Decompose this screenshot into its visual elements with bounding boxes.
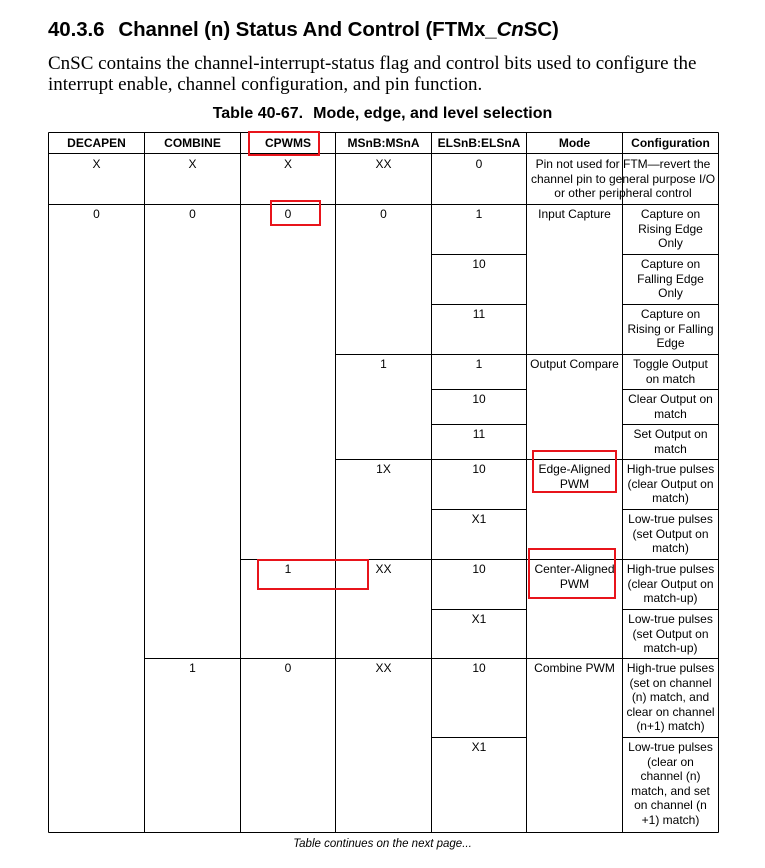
mode-edge-aligned-pwm: Edge-Aligned PWM bbox=[538, 462, 611, 491]
column-header-combine: COMBINE bbox=[164, 136, 221, 150]
table-caption bbox=[0, 105, 765, 123]
msnb-msna-cell: 1 bbox=[380, 357, 387, 371]
highlight-box-center-aligned bbox=[528, 548, 616, 599]
elsnb-elsna-cell: 0 bbox=[475, 157, 483, 171]
elsnb-elsna-cell: X1 bbox=[471, 612, 487, 626]
configuration-cell: Toggle Output on match bbox=[633, 357, 708, 386]
mode-input-capture: Input Capture bbox=[538, 207, 611, 221]
highlight-box-cpwms-zero bbox=[270, 200, 321, 226]
configuration-cell: Clear Output on match bbox=[628, 392, 713, 421]
elsnb-elsna-cell: 10 bbox=[472, 661, 486, 675]
column-header-elsnb-elsna: ELSnB:ELSnA bbox=[437, 136, 521, 150]
cpwms-cell: X bbox=[283, 157, 292, 171]
configuration-cell: High-true pulses (set on channel (n) match, and clear on channel (n+1) match) bbox=[626, 661, 715, 734]
table-number: Table 40-67. bbox=[212, 105, 304, 122]
elsnb-elsna-cell: X1 bbox=[471, 740, 487, 754]
elsnb-elsna-cell: 10 bbox=[472, 257, 486, 271]
configuration-cell: Capture on Rising or Falling Edge bbox=[627, 307, 714, 351]
configuration-cell: High-true pulses (clear Output on match) bbox=[626, 462, 715, 506]
column-header-cpwms: CPWMS bbox=[265, 136, 311, 150]
decapen-cell: X bbox=[92, 157, 101, 171]
elsnb-elsna-cell: 1 bbox=[475, 207, 483, 221]
highlight-box-cpwms-one bbox=[257, 559, 369, 590]
configuration-cell: Low-true pulses (clear on channel (n) match, and set on channel (n +1) match) bbox=[628, 740, 713, 827]
elsnb-elsna-cell: 10 bbox=[472, 462, 486, 476]
configuration-cell: Capture on Falling Edge Only bbox=[637, 257, 704, 301]
mode-pin-unused: Pin not used for FTM—revert the channel pin to general purpose I/O or other peripheral control bbox=[530, 157, 716, 201]
mode-output-compare: Output Compare bbox=[530, 357, 619, 371]
section-title-register: Cn bbox=[496, 18, 524, 41]
section-title-prefix: Channel (n) Status And Control (FTMx_ bbox=[118, 18, 497, 41]
configuration-cell: Set Output on match bbox=[633, 427, 708, 456]
section-title-suffix: SC) bbox=[523, 18, 559, 41]
highlight-box-edge-aligned bbox=[532, 450, 617, 493]
msnb-msna-cell: XX bbox=[375, 562, 392, 576]
mode-center-aligned-pwm: Center-Aligned PWM bbox=[534, 562, 615, 591]
section-heading bbox=[48, 18, 559, 42]
combine-cell: 0 bbox=[189, 207, 196, 221]
elsnb-elsna-cell: 11 bbox=[472, 427, 486, 441]
msnb-msna-cell: XX bbox=[375, 157, 392, 171]
column-header-mode: Mode bbox=[558, 136, 591, 150]
msnb-msna-cell: 0 bbox=[380, 207, 387, 221]
cpwms-cell: 0 bbox=[284, 207, 292, 221]
elsnb-elsna-cell: 10 bbox=[472, 562, 486, 576]
elsnb-elsna-cell: 11 bbox=[472, 307, 486, 321]
table-continuation-note: Table continues on the next page... bbox=[293, 838, 472, 850]
column-header-msnb-msna: MSnB:MSnA bbox=[347, 136, 420, 150]
section-number: 40.3.6 bbox=[48, 18, 105, 41]
cpwms-cell: 0 bbox=[284, 661, 292, 675]
elsnb-elsna-cell: 1 bbox=[475, 357, 483, 371]
configuration-cell: Capture on Rising Edge Only bbox=[638, 207, 703, 251]
combine-cell: 1 bbox=[189, 661, 196, 675]
configuration-cell: Low-true pulses (set Output on match-up) bbox=[628, 612, 713, 656]
configuration-cell: Low-true pulses (set Output on match) bbox=[628, 512, 713, 556]
msnb-msna-cell: XX bbox=[375, 661, 392, 675]
table-title: Mode, edge, and level selection bbox=[313, 105, 553, 122]
cpwms-cell: 1 bbox=[284, 562, 292, 576]
decapen-cell: 0 bbox=[93, 207, 100, 221]
msnb-msna-cell: 1X bbox=[376, 462, 391, 476]
section-description: CnSC contains the channel-interrupt-status flag and control bits used to configure the interrupt enable, channel configuration, and pin function. bbox=[48, 53, 697, 95]
combine-cell: X bbox=[188, 157, 197, 171]
mode-combine-pwm: Combine PWM bbox=[534, 661, 615, 675]
elsnb-elsna-cell: X1 bbox=[471, 512, 487, 526]
column-header-decapen: DECAPEN bbox=[67, 136, 126, 150]
highlight-box-cpwms-header bbox=[248, 131, 320, 156]
elsnb-elsna-cell: 10 bbox=[472, 392, 486, 406]
column-header-configuration: Configuration bbox=[631, 136, 710, 150]
configuration-cell: High-true pulses (clear Output on match-up) bbox=[626, 562, 715, 606]
